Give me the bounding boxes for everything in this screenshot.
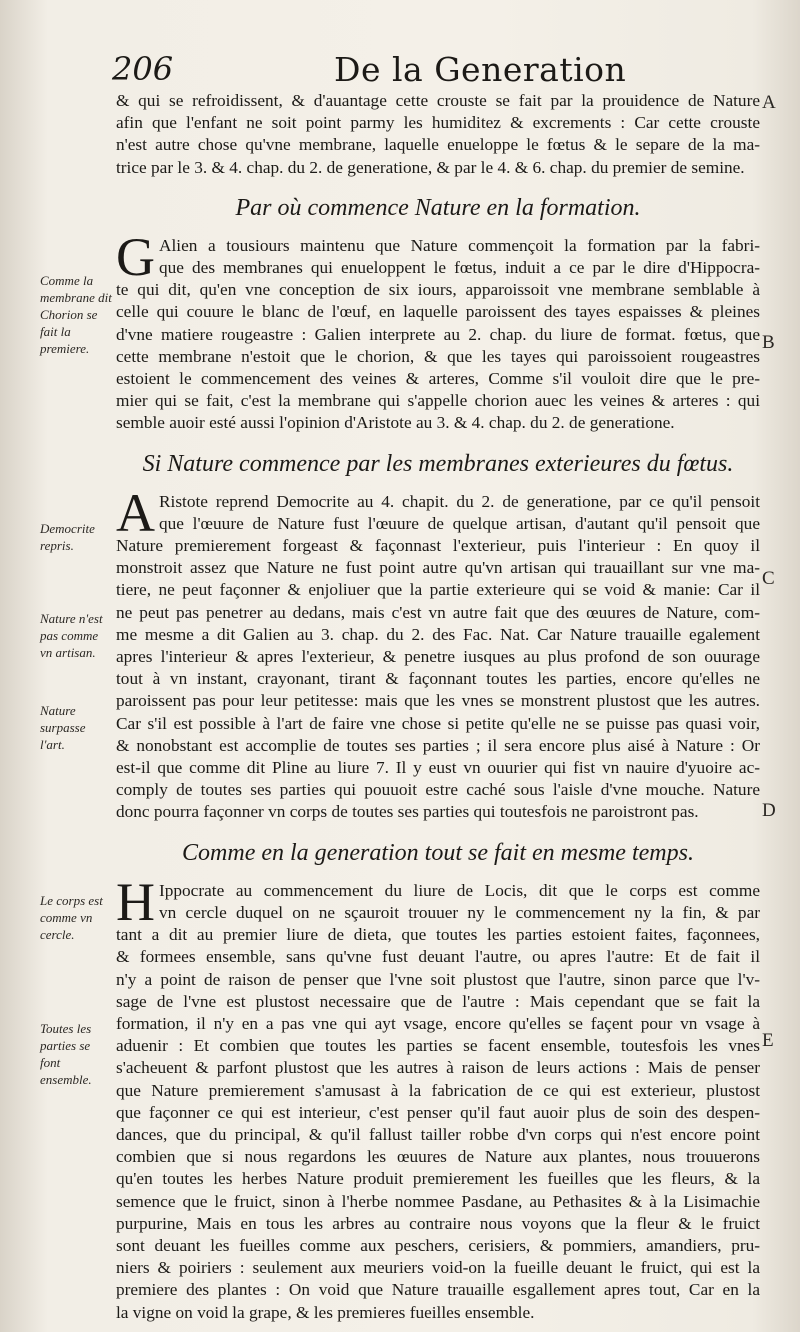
page-header — [112, 50, 762, 90]
text-line: ne peut pas penetrer au dedans, mais c'est vn autre fait que des œuures de Nature, com- — [116, 602, 760, 622]
text-line: que Nature premierement s'amusast à la fabrication de ce qui est exterieur, plustost — [116, 1080, 760, 1100]
text-line: sage de l'vne est plustost necessaire que de l'autre : Mais cependant que se fait la — [116, 991, 760, 1011]
text-line: premiere des plantes : On void que Nature trauaille esgallement apres tout, Car en la — [116, 1280, 760, 1300]
text-line: & formees ensemble, sans qu'vne fust deuant l'autre, ou apres l'autre: Et de fait il — [116, 947, 760, 967]
text-line: monstroit assez que Nature ne fust point autre qu'vn artisan qui trauaillant sur vne ma- — [116, 558, 760, 578]
text-line: que l'œuure de Nature fust l'œuure de quelque artisan, d'autant qu'il pensoit que — [159, 513, 760, 533]
margin-note-democrite: Democrite repris. — [40, 521, 95, 553]
drop-cap: G — [116, 226, 155, 287]
text-line: estoient le commencement des veines & arteres, Comme s'il vouloit dire que le pre- — [116, 369, 760, 389]
text-line: vn cercle duquel on ne sçauroit trouuer ny le commencement ny la fin, & par — [159, 902, 760, 922]
margin-note-chorion: Comme la membrane dit Chorion se fait la premiere. — [40, 273, 112, 356]
margin-note-cercle: Le corps est comme vn cercle. — [40, 893, 103, 942]
text-line: celle qui couure le blanc de l'œuf, en laquelle paroissent des tayes espaisses & pleines — [116, 302, 760, 322]
text-line: semence que le fruict, sinon à l'herbe nommee Pasdane, au Pethasites & à la Lisimachie — [116, 1191, 760, 1211]
drop-cap: H — [116, 871, 155, 932]
intro-paragraph — [116, 90, 760, 179]
text-line: semble auoir esté aussi l'opinion d'Aristote au 3. & 4. chap. du 2. de generatione. — [116, 413, 675, 433]
text-line: tiere, ne peut façonner & enjoliuer que la partie exterieure qui se void & manie: Car il — [116, 580, 760, 600]
text-line: la vigne on void la grape, & les premieres fueilles ensemble. — [116, 1302, 535, 1322]
text-line: purpurine, Mais en tous les arbres au contraire nous voyons que la fleur & le fruict — [116, 1213, 760, 1233]
text-line: te qui dit, qu'en vne conception de six iours, apparoissoit vne membrane semblable à — [116, 280, 760, 300]
signature-mark-e: E — [762, 1030, 774, 1051]
text-line: donc pourra façonner vn corps de toutes ses parties qui toutesfois ne paroistront pas. — [116, 802, 699, 822]
text-line: Nature premierement forgeast & façonnast l'exterieur, puis l'interieur : En quoy il — [116, 536, 760, 556]
text-line: dances, que du principal, & qu'il fallust tailler robbe d'vn corps qui n'est encore point — [116, 1124, 760, 1144]
text-line: apres l'interieur & apres l'exterieur, & penetre iusques au plus profond de son ouurage — [116, 647, 760, 667]
text-line: niers & poiriers : seulement aux meuriers void-on la fueille deuant le fruict, qui est la — [116, 1258, 760, 1278]
text-line: sont deuant les fueilles comme aux peschers, cerisiers, & pommiers, amandiers, pru- — [116, 1235, 760, 1255]
text-line: d'vne matiere rougeastre : Galien interprete au 2. chap. du liure de format. fœtus, que — [116, 324, 760, 344]
section-paragraph — [116, 871, 760, 1324]
drop-cap: A — [116, 482, 155, 543]
text-line: mier qui se fait, c'est la membrane qui s'appelle chorion auec les veines & arteres : qui — [116, 391, 760, 411]
body-text — [116, 90, 760, 1324]
section-heading: Par où commence Nature en la formation. — [235, 194, 641, 221]
text-line: comply de toutes ses parties qui pouuoit estre caché sous l'aisle d'vne mouche. Nature — [116, 780, 760, 800]
text-line: afin que l'enfant ne soit point parmy les humiditez & excrements : Car cette crouste — [116, 113, 760, 133]
page-number: 206 — [112, 50, 174, 88]
text-line: Ristote reprend Democrite au 4. chapit. du 2. de generatione, par ce qu'il pensoit — [159, 491, 760, 511]
text-line: s'acheuent & parfont plustost que les autres à raison de leurs actions : Mais de penser — [116, 1058, 760, 1078]
text-line: & nonobstant est accomplie de toutes ses parties ; il sera encore plus aisé à Nature : Or — [116, 735, 760, 755]
text-line: Car s'il est possible à l'art de faire vne chose si petite qu'elle ne se puisse pas quasi voir, — [116, 713, 760, 733]
text-line: que des membranes qui enueloppent le fœtus, induit a ce par le dire d'Hippocra- — [159, 258, 760, 278]
text-line: est-il que comme dit Pline au liure 7. Il y eust vn ouurier qui fist vn nauire d'yuoire ac- — [116, 758, 760, 778]
text-line: cette membrane n'estoit que le chorion, & que les tayes qui paroissoient rougeastres — [116, 346, 760, 366]
text-line: tant a dit au premier liure de dieta, que toutes les parties estoient faites, façonnees, — [116, 925, 760, 945]
signature-mark-c: C — [762, 568, 775, 589]
text-line: Ippocrate au commencement du liure de Locis, dit que le corps est comme — [159, 880, 760, 900]
margin-note-artisan: Nature n'est pas comme vn artisan. — [40, 611, 103, 660]
text-line: paroissent pas pour leur petitesse: mais que les vnes se monstrent plustost que les autres. — [116, 691, 760, 711]
text-line: me mesme a dit Galien au 3. chap. du 2. des Fac. Nat. Car Nature trauaille egalement — [116, 624, 760, 644]
section-paragraph — [116, 482, 760, 824]
running-title: De la Generation — [334, 50, 627, 89]
text-line: trice par le 3. & 4. chap. du 2. de generatione, & par le 4. & 6. chap. du premier de semine. — [116, 157, 745, 177]
section-heading: Comme en la generation tout se fait en mesme temps. — [182, 839, 694, 866]
signature-mark-b: B — [762, 332, 775, 353]
text-line: Alien a tousiours maintenu que Nature commençoit la formation par la fabri- — [159, 235, 760, 255]
text-line: formation, il n'y en a pas vne qui ayt vsage, encore qu'elles se façent pour vn vsage à — [116, 1013, 760, 1033]
text-line: n'y a point de raison de penser que l'vne soit plustost que l'autre, sinon parce que l'v- — [116, 969, 760, 989]
text-line: aduenir : Et combien que toutes les parties se facent ensemble, toutesfois les vnes — [116, 1036, 760, 1056]
section-heading: Si Nature commence par les membranes exterieures du fœtus. — [142, 450, 734, 477]
signature-mark-a: A — [762, 92, 776, 113]
text-line: n'est autre chose qu'vne membrane, laquelle enueloppe le fœtus & le separe de la ma- — [116, 135, 760, 155]
text-line: qu'en toutes les herbes Nature produit premierement les fueilles que les fleurs, & la — [116, 1169, 760, 1189]
text-line: & qui se refroidissent, & d'auantage cette crouste se fait par la prouidence de Nature — [116, 91, 760, 110]
text-line: que façonner ce qui est interieur, c'est penser qu'il faut auoir plus de soin des despen- — [116, 1102, 760, 1122]
margin-note-ensemble: Toutes les parties se font ensemble. — [40, 1021, 92, 1087]
text-line: tout à vn instant, crayonant, tirant & façonnant toutes les parties, encore qu'elles ne — [116, 669, 760, 689]
section-paragraph — [116, 226, 760, 435]
text-line: combien que si nous regardons les œuures de Nature aux plantes, nous trouuerons — [116, 1147, 760, 1167]
margin-note-surpasse: Nature surpasse l'art. — [40, 703, 86, 752]
signature-mark-d: D — [762, 800, 776, 821]
